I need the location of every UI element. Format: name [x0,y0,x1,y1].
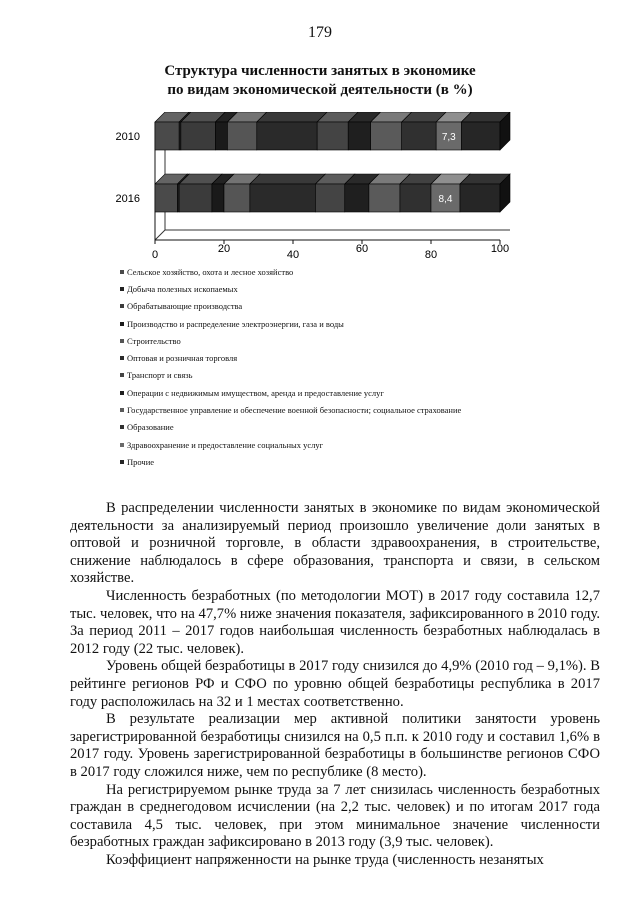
legend-swatch [120,391,124,395]
legend-swatch [120,287,124,291]
legend-label: Прочие [127,456,155,467]
x-tick-label-80: 80 [424,249,438,261]
bar-segment-2016-7 [345,184,369,212]
legend-swatch [120,270,124,274]
bar-top-2010-5 [257,112,327,122]
legend-label: Здравоохранение и предоставление социальных услуг [127,439,324,450]
paragraph: Уровень общей безработицы в 2017 году снизился до 4,9% (2010 год – 9,1%). В рейтинге регионов РФ и СФО по уровню общей безработицы республика в 2017 году расположилась на 32 и 1 местах соответственно. [70,658,600,710]
bar-segment-2016-11 [460,184,500,212]
data-label-2010-10: 7,3 [441,132,456,143]
chart-legend [120,263,580,471]
legend-item [120,298,580,315]
bar-segment-2010-11 [461,122,500,150]
legend-swatch [120,373,124,377]
legend-swatch [120,443,124,447]
x-tick-label-100: 100 [490,243,510,255]
bar-top-2016-5 [250,174,326,184]
stacked-bar-chart [100,112,530,262]
paragraph: В результате реализации мер активной политики занятости уровень зарегистрированной безработицы снизился на 0,5 п.п. к 2010 году и составил 1,6% в 2017 году. Уровень зарегистрированной безработицы в большинстве регионов СФО в 2017 году сложился ниже, чем по республике (8 место). [70,711,600,780]
legend-label: Обрабатывающие производства [127,301,243,312]
paragraph: На регистрируемом рынке труда за 7 лет снизилась численность безработных граждан в среднегодовом исчислении (на 2,2 тыс. человек) и по итогам 2017 года составила 4,5 тыс. человек, при этом минимальное значение численности безработных граждан зафиксировано в 2013 году (3,9 тыс. человек). [70,781,600,851]
legend-label: Транспорт и связь [127,370,193,381]
paragraph: Численность безработных (по методологии МОТ) в 2017 году составила 12,7 тыс. человек, что на 47,7% ниже значения показателя, зафиксированного в 2010 году. За период 2011 – 2017 годов наибольшая численность безработных наблюдалась в 2012 году (22 тыс. человек). [70,587,600,657]
bar-segment-2016-2 [179,184,212,212]
bar-segment-2010-6 [317,122,348,150]
x-tick-label-20: 20 [217,243,231,255]
legend-label: Строительство [127,335,181,346]
bar-segment-2016-5 [250,184,316,212]
legend-swatch [120,408,124,412]
x-tick-label-60: 60 [355,243,369,255]
legend-swatch [120,356,124,360]
legend-swatch [120,460,124,464]
legend-item [120,384,580,401]
bar-segment-2010-9 [402,122,437,150]
paragraph: Коэффициент напряженности на рынке труда (численность незанятых [106,851,544,868]
bar-segment-2010-7 [348,122,370,150]
body-text [70,500,600,869]
legend-item [120,401,580,418]
legend-item [120,349,580,366]
legend-item [120,419,580,436]
bar-segment-2016-8 [369,184,400,212]
bar-segment-2010-8 [371,122,402,150]
legend-label: Операции с недвижимым имуществом, аренда и предоставление услуг [127,387,384,398]
legend-label: Оптовая и розничная торговля [127,353,238,364]
chart-title-line-2: по видам экономической деятельности (в %) [167,82,473,98]
bar-segment-2016-0 [155,184,177,212]
legend-item [120,453,580,470]
legend-swatch [120,322,124,326]
legend-swatch [120,425,124,429]
category-label-2010: 2010 [115,131,140,143]
bar-segment-2016-9 [400,184,431,212]
legend-item [120,280,580,297]
legend-label: Производство и распределение электроэнергии, газа и воды [127,318,344,329]
legend-item [120,263,580,280]
legend-label: Государственное управление и обеспечение военной безопасности; социальное страхование [127,405,462,416]
legend-item [120,332,580,349]
bar-segment-2016-6 [315,184,344,212]
x-tick-label-40: 40 [286,249,300,261]
bar-segment-2010-5 [257,122,317,150]
bar-segment-2010-3 [215,122,227,150]
legend-item [120,315,580,332]
legend-label: Добыча полезных ископаемых [127,283,238,294]
bar-segment-2010-4 [227,122,256,150]
paragraph: В распределении численности занятых в экономике по видам экономической деятельности за анализируемый период произошло увеличение доли занятых в оптовой и розничной торговле, в области здравоохранения, в строительстве, снижение наблюдалось в сфере образования, транспорта и связи, в сельском хозяйстве. [70,500,600,587]
legend-swatch [120,304,124,308]
chart-title [120,62,520,100]
bar-segment-2010-0 [155,122,179,150]
chart-depth-edge [155,230,165,240]
bar-segment-2016-3 [212,184,224,212]
x-tick-label-0: 0 [151,249,159,261]
chart-title-line-1: Структура численности занятых в экономике [164,63,476,79]
legend-item [120,367,580,384]
data-label-2016-10: 8,4 [438,194,453,205]
legend-item [120,436,580,453]
legend-label: Образование [127,422,174,433]
legend-swatch [120,339,124,343]
category-label-2016: 2016 [115,193,140,205]
bar-segment-2010-2 [181,122,216,150]
bar-segment-2016-4 [224,184,250,212]
page-number: 179 [308,24,332,41]
legend-label: Сельское хозяйство, охота и лесное хозяйство [127,266,294,277]
